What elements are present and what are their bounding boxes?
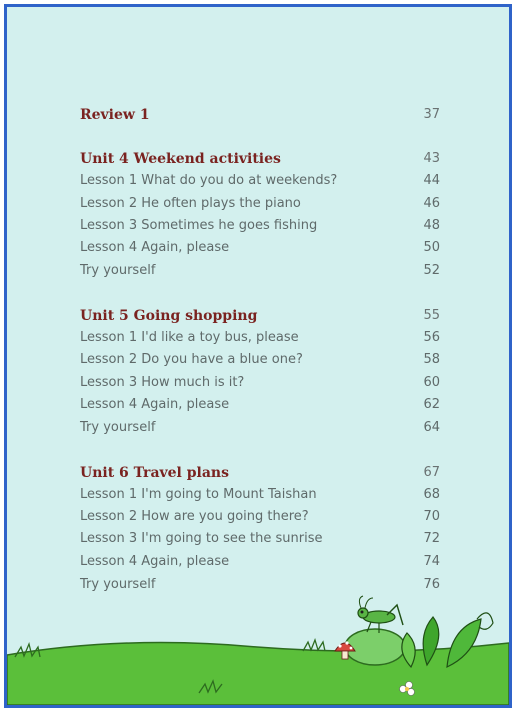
lesson-title: Lesson 3 I'm going to see the sunrise [80,531,323,546]
lesson-page: 50 [423,240,440,255]
grasshopper-icon [358,596,403,633]
lesson-title: Try yourself [80,263,156,278]
toc-lesson-row[interactable] [80,529,440,549]
lesson-title: Lesson 4 Again, please [80,240,230,255]
toc-lesson-row[interactable] [80,552,440,572]
lesson-page: 74 [423,554,440,569]
lesson-page: 70 [423,509,440,524]
unit-title: Unit 6 Travel plans [80,465,229,481]
unit-page: 67 [423,465,440,480]
toc-lesson-row[interactable] [80,485,440,505]
toc-lesson-row[interactable] [80,350,440,370]
lesson-title: Lesson 4 Again, please [80,554,230,569]
lesson-title: Lesson 1 What do you do at weekends? [80,173,338,188]
lesson-page: 46 [423,196,440,211]
toc-lesson-row[interactable] [80,507,440,527]
unit-page: 55 [423,308,440,323]
lesson-title: Lesson 2 Do you have a blue one? [80,352,303,367]
toc-lesson-row[interactable] [80,328,440,348]
meadow-scene [7,595,509,705]
toc-lesson-row[interactable] [80,261,440,281]
toc-lesson-row[interactable] [80,194,440,214]
unit-page: 43 [423,151,440,166]
lesson-page: 48 [423,218,440,233]
lesson-title: Try yourself [80,420,156,435]
lesson-page: 68 [423,487,440,502]
toc-review-row[interactable] [80,105,440,125]
toc-lesson-row[interactable] [80,216,440,236]
lesson-page: 76 [423,577,440,592]
lesson-page: 44 [423,173,440,188]
lesson-page: 58 [423,352,440,367]
lesson-title: Lesson 3 Sometimes he goes fishing [80,218,318,233]
lesson-title: Lesson 1 I'd like a toy bus, please [80,330,299,345]
lesson-page: 52 [423,263,440,278]
toc-unit-heading[interactable] [80,306,440,326]
lesson-title: Lesson 1 I'm going to Mount Taishan [80,487,317,502]
lesson-title: Lesson 3 How much is it? [80,375,245,390]
toc-unit-heading[interactable] [80,149,440,169]
lesson-title: Try yourself [80,577,156,592]
unit-title: Unit 5 Going shopping [80,308,258,324]
toc-lesson-row[interactable] [80,575,440,595]
lesson-title: Lesson 4 Again, please [80,397,230,412]
lesson-title: Lesson 2 How are you going there? [80,509,309,524]
toc-page [4,4,512,708]
toc-lesson-row[interactable] [80,373,440,393]
unit-title: Unit 4 Weekend activities [80,151,281,167]
toc-review-page: 37 [423,107,440,122]
toc-lesson-row[interactable] [80,238,440,258]
toc-unit-heading[interactable] [80,463,440,483]
lesson-page: 62 [423,397,440,412]
toc-lesson-row[interactable] [80,418,440,438]
toc-review-title: Review 1 [80,107,150,123]
rock [345,629,405,665]
lesson-title: Lesson 2 He often plays the piano [80,196,301,211]
lesson-page: 72 [423,531,440,546]
lesson-page: 56 [423,330,440,345]
lesson-page: 60 [423,375,440,390]
toc-lesson-row[interactable] [80,395,440,415]
toc-lesson-row[interactable] [80,171,440,191]
lesson-page: 64 [423,420,440,435]
